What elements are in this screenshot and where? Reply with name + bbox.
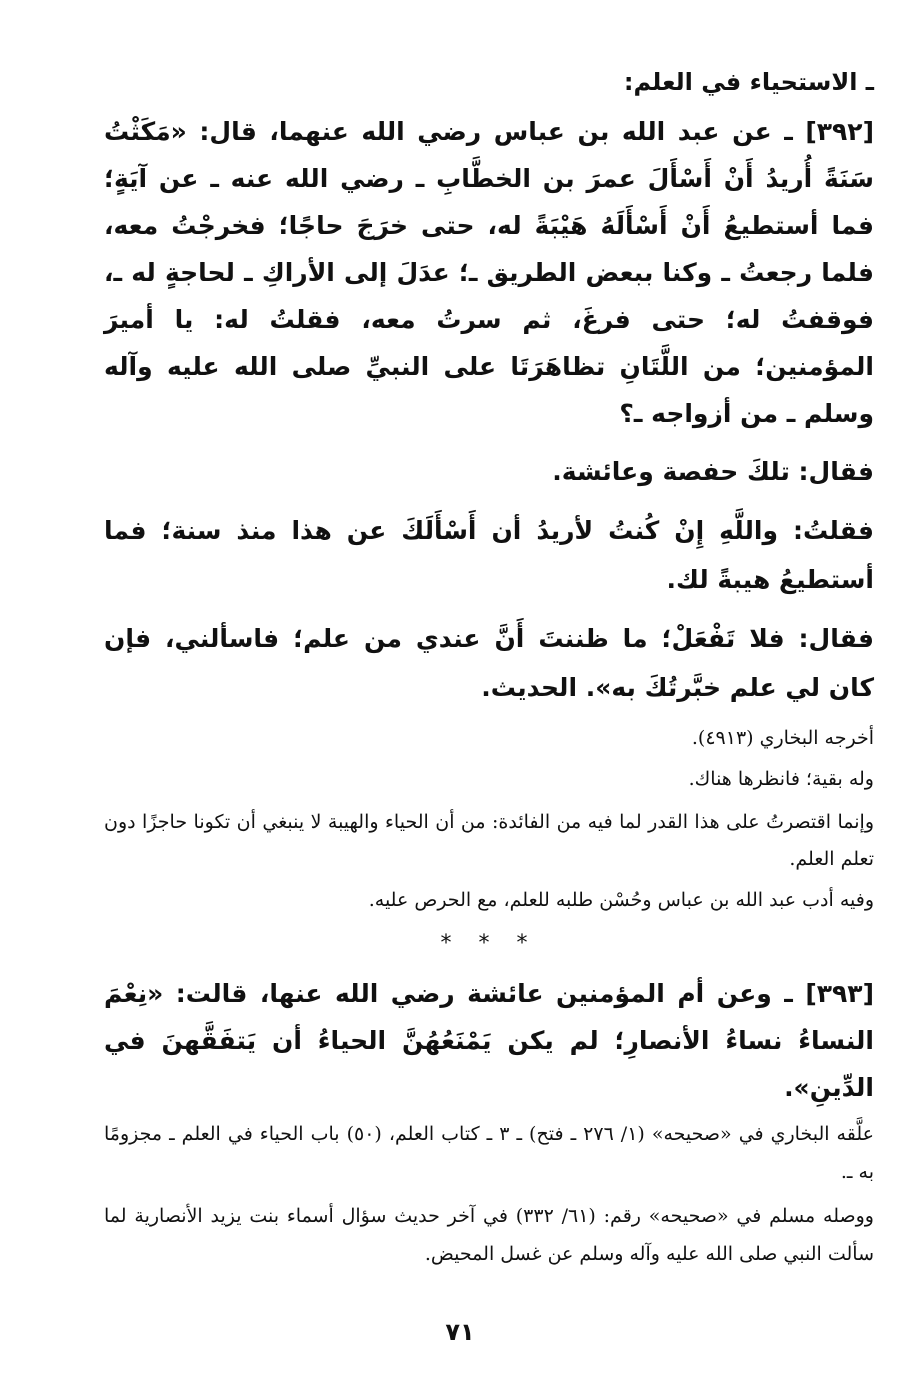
hadith-392-note-2: وله بقية؛ فانظرها هناك.: [688, 768, 874, 790]
hadith-393-note-1: علَّقه البخاري في «صحيحه» (١/ ٢٧٦ ـ فتح) ـ ٣ ـ كتاب العلم، (٥٠) باب الحياء في العلم ـ مجزومًا به ـ.: [104, 1123, 874, 1183]
hadith-392-dialog-1: فقال: تلكَ حفصة وعائشة.: [552, 457, 874, 486]
hadith-392-text: ـ عن عبد الله بن عباس رضي الله عنهما، قال: «مَكَثْتُ سَنَةً أُريدُ أَنْ أَسْأَلَ عمرَ بن الخطَّابِ ـ رضي الله عنه ـ عن آيَةٍ؛ فما أستطيعُ أَنْ أَسْأَلَهُ هَيْبَةً له، حتى خرَجَ حاجًا؛ فخرجْتُ معه، فلما رجعتُ ـ وكنا ببعض الطريق ـ؛ عدَلَ إلى الأراكِ ـ لحاجةٍ له ـ، فوقفتُ له؛ حتى فرغَ، ثم سرتُ معه، فقلتُ له: يا أميرَ المؤمنين؛ من اللَّتَانِ تظاهَرَتَا على النبيِّ صلى الله عليه وآله وسلم ـ من أزواجه ـ؟: [104, 117, 874, 428]
hadith-392-note-3: وإنما اقتصرتُ على هذا القدر لما فيه من الفائدة: من أن الحياء والهيبة لا ينبغي أن تكونا حاجزًا دون تعلم العلم.: [104, 811, 874, 870]
hadith-392-dialog-3: فقال: فلا تَفْعَلْ؛ ما ظننتَ أَنَّ عندي من علم؛ فاسألني، فإن كان لي علم خبَّرتُكَ به». الحديث.: [104, 624, 874, 702]
hadith-393: [104, 970, 874, 1111]
hadith-392: [104, 108, 874, 437]
section-heading: ـ الاستحياء في العلم:: [623, 68, 874, 96]
hadith-392-note-4: وفيه أدب عبد الله بن عباس وحُسْن طلبه للعلم، مع الحرص عليه.: [368, 889, 874, 911]
hadith-393-number: [٣٩٣]: [805, 979, 874, 1008]
hadith-392-number: [٣٩٢]: [805, 117, 874, 146]
hadith-392-dialog-2: فقلتُ: واللَّهِ إِنْ كُنتُ لأريدُ أن أَسْأَلَكَ عن هذا منذ سنة؛ فما أستطيعُ هيبةً لك.: [104, 516, 874, 594]
hadith-393-note-2: ووصله مسلم في «صحيحه» رقم: (٦١/ ٣٣٢) في آخر حديث سؤال أسماء بنت يزيد الأنصارية لما سألت النبي صلى الله عليه وآله وسلم عن غسل المحيض.: [104, 1205, 874, 1265]
section-separator: * * *: [440, 931, 538, 956]
hadith-392-note-1: أخرجه البخاري (٤٩١٣).: [691, 727, 874, 749]
page-number: ٧١: [445, 1318, 475, 1346]
hadith-393-text: ـ وعن أم المؤمنين عائشة رضي الله عنها، قالت: «نِعْمَ النساءُ نساءُ الأنصارِ؛ لم يكن يَمْنَعُهُنَّ الحياءُ أن يَتفَقَّهنَ في الدِّينِ».: [104, 979, 874, 1102]
